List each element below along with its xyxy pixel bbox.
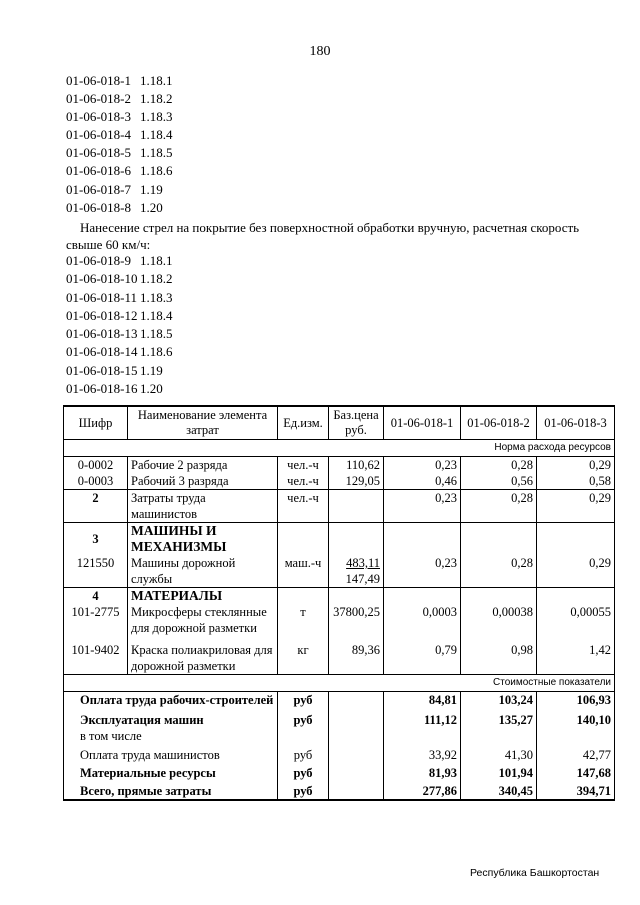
cell-code: 101-2775 — [64, 604, 128, 636]
description-line-2: свыше 60 км/ч: — [66, 237, 151, 252]
table-row — [64, 604, 615, 636]
code-ref: 1.18.6 — [140, 344, 173, 360]
materials-section-row — [64, 588, 615, 605]
cost-row — [64, 708, 615, 728]
table-row — [64, 555, 615, 588]
code-ref: 1.18.2 — [140, 91, 173, 107]
code-ref: 1.18.6 — [140, 163, 173, 179]
price-current: 483,11 — [346, 556, 380, 570]
code-line — [66, 126, 173, 144]
section-title: МАТЕРИАЛЫ — [128, 588, 278, 605]
cell-v3: 1,42 — [537, 636, 615, 675]
cost-v1: 111,12 — [384, 708, 461, 728]
cost-row — [64, 744, 615, 763]
cell-v1: 0,23 — [384, 457, 461, 474]
code-ref: 1.18.1 — [140, 253, 173, 268]
cost-name: Эксплуатация машин — [64, 708, 278, 728]
code-line — [66, 90, 173, 108]
code-id: 01-06-018-4 — [66, 127, 131, 143]
cell-price — [329, 490, 384, 523]
code-id: 01-06-018-1 — [66, 73, 131, 88]
cell-name: Краска полиакриловая для дорожной разметки — [128, 636, 278, 675]
cell-price — [329, 555, 384, 588]
cell-unit: чел.-ч — [278, 457, 329, 474]
code-line — [66, 289, 173, 307]
cell-price: 37800,25 — [329, 604, 384, 636]
cost-name: Всего, прямые затраты — [64, 781, 278, 800]
cell-v2: 0,28 — [461, 457, 537, 474]
cost-v1: 84,81 — [384, 692, 461, 709]
table-row — [64, 473, 615, 490]
code-ref: 1.19 — [140, 181, 163, 197]
code-line — [66, 162, 173, 180]
code-line — [66, 343, 173, 361]
code-id: 01-06-018-15 — [66, 362, 138, 378]
code-id: 01-06-018-7 — [66, 181, 131, 197]
cost-v1: 33,92 — [384, 744, 461, 763]
footer-region: Республика Башкортостан — [470, 867, 600, 879]
code-id: 01-06-018-5 — [66, 145, 131, 161]
price-base: 147,49 — [345, 572, 380, 586]
cost-v3: 394,71 — [537, 781, 615, 800]
cell-code: 0-0002 — [64, 457, 128, 474]
cell-code: 2 — [64, 490, 128, 523]
code-line — [66, 72, 173, 90]
cell-v2: 0,56 — [461, 473, 537, 490]
code-line — [66, 252, 173, 270]
code-ref: 1.18.5 — [140, 326, 173, 342]
cost-row — [64, 763, 615, 781]
code-line — [66, 144, 173, 162]
cost-row — [64, 728, 615, 744]
code-ref: 1.20 — [140, 381, 163, 397]
header-price: Баз.цена руб. — [329, 406, 384, 440]
cost-v2: 340,45 — [461, 781, 537, 800]
code-ref: 1.19 — [140, 362, 163, 378]
cell-name: Рабочий 3 разряда — [128, 473, 278, 490]
code-line — [66, 362, 173, 380]
cell-price: 129,05 — [329, 473, 384, 490]
cell-name: Затраты труда машинистов — [128, 490, 278, 523]
cell-v2: 0,98 — [461, 636, 537, 675]
code-id: 01-06-018-14 — [66, 344, 138, 360]
cell-unit: чел.-ч — [278, 490, 329, 523]
cost-v1: 81,93 — [384, 763, 461, 781]
cost-label: Стоимостные показатели — [64, 675, 615, 692]
code-id: 01-06-018-6 — [66, 163, 131, 179]
cost-unit: руб — [278, 763, 329, 781]
code-ref: 1.20 — [140, 199, 163, 215]
cost-v3: 140,10 — [537, 708, 615, 728]
code-id: 01-06-018-13 — [66, 326, 138, 342]
code-id: 01-06-018-3 — [66, 109, 131, 125]
cost-name: Оплата труда рабочих-строителей — [64, 692, 278, 709]
cell-code: 0-0003 — [64, 473, 128, 490]
code-id: 01-06-018-10 — [66, 271, 138, 287]
cell-v1: 0,23 — [384, 490, 461, 523]
header-code: Шифр — [64, 406, 128, 440]
header-col3: 01-06-018-3 — [537, 406, 615, 440]
code-id: 01-06-018-12 — [66, 307, 138, 323]
code-list-a — [66, 72, 173, 217]
code-id: 01-06-018-9 — [66, 253, 131, 268]
cost-v2: 101,94 — [461, 763, 537, 781]
code-line — [66, 307, 173, 325]
cost-v3 — [537, 728, 615, 744]
header-col1: 01-06-018-1 — [384, 406, 461, 440]
cell-code: 101-9402 — [64, 636, 128, 675]
code-ref: 1.18.2 — [140, 271, 173, 287]
norm-label-row — [64, 440, 615, 457]
code-line — [66, 108, 173, 126]
cost-row — [64, 692, 615, 709]
cell-price: 89,36 — [329, 636, 384, 675]
cost-row-total — [64, 781, 615, 800]
table-header-row — [64, 406, 615, 440]
cell-v1: 0,46 — [384, 473, 461, 490]
page-number: 180 — [309, 44, 331, 59]
section-number: 4 — [64, 588, 128, 605]
cell-unit: маш.-ч — [278, 555, 329, 588]
cost-unit: руб — [278, 781, 329, 800]
cell-v2: 0,28 — [461, 490, 537, 523]
code-ref: 1.18.5 — [140, 145, 173, 161]
code-line — [66, 380, 173, 398]
header-unit: Ед.изм. — [278, 406, 329, 440]
code-line — [66, 199, 173, 217]
table-row — [64, 636, 615, 675]
norm-label: Норма расхода ресурсов — [64, 440, 615, 457]
cost-unit: руб — [278, 708, 329, 728]
section-description — [66, 219, 600, 253]
cost-v2: 135,27 — [461, 708, 537, 728]
cost-v1 — [384, 728, 461, 744]
cell-v1: 0,0003 — [384, 604, 461, 636]
table-row — [64, 457, 615, 474]
cost-unit: руб — [278, 692, 329, 709]
code-id: 01-06-018-11 — [66, 289, 138, 305]
cell-v3: 0,29 — [537, 490, 615, 523]
code-list-b — [66, 252, 173, 398]
code-ref: 1.18.3 — [140, 109, 173, 125]
description-line-1: Нанесение стрел на покрытие без поверхностной обработки вручную, расчетная скорость — [80, 220, 580, 235]
cell-v2: 0,28 — [461, 555, 537, 588]
code-ref: 1.18.4 — [140, 307, 173, 323]
cost-unit: руб — [278, 744, 329, 763]
header-col2: 01-06-018-2 — [461, 406, 537, 440]
cell-v3: 0,00055 — [537, 604, 615, 636]
cell-price: 110,62 — [329, 457, 384, 474]
cell-v1: 0,23 — [384, 555, 461, 588]
cell-v3: 0,29 — [537, 457, 615, 474]
cost-name: Материальные ресурсы — [64, 763, 278, 781]
machines-section-row — [64, 523, 615, 556]
cell-unit: кг — [278, 636, 329, 675]
cell-v3: 0,58 — [537, 473, 615, 490]
cell-name: Рабочие 2 разряда — [128, 457, 278, 474]
cost-v2: 103,24 — [461, 692, 537, 709]
cost-name: Оплата труда машинистов — [64, 744, 278, 763]
cell-v2: 0,00038 — [461, 604, 537, 636]
code-id: 01-06-018-8 — [66, 199, 131, 215]
cost-name: в том числе — [64, 728, 278, 744]
section-title: МАШИНЫ И МЕХАНИЗМЫ — [128, 523, 278, 556]
cost-unit — [278, 728, 329, 744]
code-ref: 1.18.3 — [140, 289, 173, 305]
section-number: 3 — [64, 523, 128, 556]
cost-v3: 147,68 — [537, 763, 615, 781]
cell-unit: т — [278, 604, 329, 636]
cost-v3: 106,93 — [537, 692, 615, 709]
cell-name: Микросферы стеклянные для дорожной разметки — [128, 604, 278, 636]
cost-v2 — [461, 728, 537, 744]
resource-table — [63, 405, 615, 801]
code-ref: 1.18.4 — [140, 127, 173, 143]
code-id: 01-06-018-16 — [66, 381, 138, 397]
cell-v3: 0,29 — [537, 555, 615, 588]
code-line — [66, 270, 173, 288]
cost-v2: 41,30 — [461, 744, 537, 763]
code-id: 01-06-018-2 — [66, 91, 131, 107]
table-row — [64, 490, 615, 523]
header-name: Наименование элемента затрат — [128, 406, 278, 440]
cell-code: 121550 — [64, 555, 128, 588]
code-line — [66, 325, 173, 343]
code-ref: 1.18.1 — [140, 73, 173, 88]
cell-name: Машины дорожной службы — [128, 555, 278, 588]
cost-v1: 277,86 — [384, 781, 461, 800]
cost-v3: 42,77 — [537, 744, 615, 763]
cell-v1: 0,79 — [384, 636, 461, 675]
code-line — [66, 181, 173, 199]
cost-label-row — [64, 675, 615, 692]
cell-unit: чел.-ч — [278, 473, 329, 490]
